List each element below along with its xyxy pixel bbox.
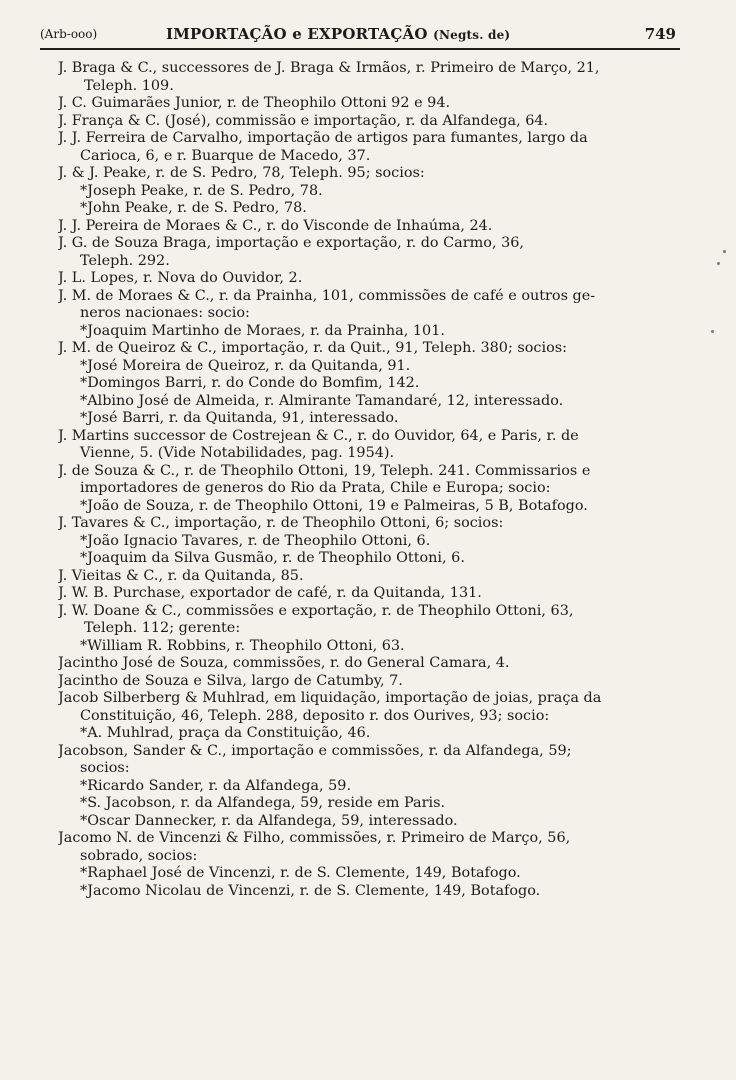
entry-line: J. G. de Souza Braga, importação e exportação, r. do Carmo, 36,	[58, 235, 524, 251]
header-title-main: IMPORTAÇÃO e EXPORTAÇÃO	[166, 25, 428, 43]
entry-continuation-line: Teleph. 112; gerente:	[84, 620, 241, 636]
entry-line: J. Tavares & C., importação, r. de Theophilo Ottoni, 6; socios:	[58, 515, 504, 531]
entry-continuation-line: *Domingos Barri, r. do Conde do Bomfim, 142.	[80, 375, 420, 391]
entry-line: J. & J. Peake, r. de S. Pedro, 78, Teleph. 95; socios:	[58, 165, 425, 181]
entry-line: Jacintho de Souza e Silva, largo de Catumby, 7.	[58, 672, 403, 689]
entry-continuation-line: *Raphael José de Vincenzi, r. de S. Clemente, 149, Botafogo.	[80, 865, 521, 881]
entry-line: J. C. Guimarães Junior, r. de Theophilo Ottoni 92 e 94.	[58, 95, 451, 111]
entry-line: J. França & C. (José), commissão e importação, r. da Alfandega, 64.	[58, 112, 549, 129]
entry-continuation-line: *A. Muhlrad, praça da Constituição, 46.	[80, 725, 371, 741]
entry-line: J. W. B. Purchase, exportador de café, r. da Quitanda, 131.	[58, 585, 482, 601]
entry-continuation-line: *José Barri, r. da Quitanda, 91, interessado.	[80, 410, 399, 426]
entry-continuation-line: *S. Jacobson, r. da Alfandega, 59, reside em Paris.	[80, 795, 446, 811]
entry-continuation-line: *Joaquim Martinho de Moraes, r. da Prainha, 101.	[80, 322, 445, 339]
entry-continuation-line: *João Ignacio Tavares, r. de Theophilo Ottoni, 6.	[80, 532, 431, 549]
entry-line: J. Braga & C., successores de J. Braga & Irmãos, r. Primeiro de Março, 21,	[58, 60, 600, 76]
entry-continuation-line: neros nacionaes: socio:	[80, 305, 250, 321]
header-range: (Arb-ooo)	[40, 27, 98, 41]
header-title-sub: (Negts. de)	[433, 28, 511, 42]
entry-line: Jacomo N. de Vincenzi & Filho, commissões, r. Primeiro de Março, 56,	[58, 830, 571, 846]
entry-line: J. Vieitas & C., r. da Quitanda, 85.	[58, 567, 304, 584]
entry-continuation-line: *Oscar Dannecker, r. da Alfandega, 59, interessado.	[80, 812, 458, 829]
page-header	[40, 24, 680, 50]
entry-line: J. J. Pereira de Moraes & C., r. do Visconde de Inhaúma, 24.	[58, 217, 493, 234]
entry-line: Jacob Silberberg & Muhlrad, em liquidação, importação de joias, praça da	[58, 690, 602, 706]
entry-line: J. L. Lopes, r. Nova do Ouvidor, 2.	[58, 270, 303, 286]
entry-continuation-line: *John Peake, r. de S. Pedro, 78.	[80, 200, 307, 216]
entry-continuation-line: sobrado, socios:	[80, 847, 198, 864]
entry-continuation-line: *Albino José de Almeida, r. Almirante Tamandaré, 12, interessado.	[80, 392, 564, 409]
margin-speck	[723, 250, 726, 253]
header-title	[166, 25, 510, 43]
entry-continuation-line: *Ricardo Sander, r. da Alfandega, 59.	[80, 777, 352, 794]
entry-continuation-line: *José Moreira de Queiroz, r. da Quitanda, 91.	[80, 357, 411, 374]
entry-continuation-line: *Joaquim da Silva Gusmão, r. de Theophilo Ottoni, 6.	[80, 550, 465, 566]
entry-line: J. M. de Moraes & C., r. da Prainha, 101, commissões de café e outros ge-	[58, 287, 596, 304]
entry-line: J. W. Doane & C., commissões e exportação, r. de Theophilo Ottoni, 63,	[58, 602, 574, 619]
margin-speck	[717, 262, 720, 265]
entry-continuation-line: Carioca, 6, e r. Buarque de Macedo, 37.	[80, 147, 371, 164]
entry-continuation-line: *João de Souza, r. de Theophilo Ottoni, 19 e Palmeiras, 5 B, Botafogo.	[80, 497, 588, 514]
entry-line: J. Martins successor de Costrejean & C., r. do Ouvidor, 64, e Paris, r. de	[58, 427, 579, 444]
entry-continuation-line: *Jacomo Nicolau de Vincenzi, r. de S. Clemente, 149, Botafogo.	[80, 882, 541, 899]
entry-line: J. M. de Queiroz & C., importação, r. da Quit., 91, Teleph. 380; socios:	[58, 340, 567, 356]
entry-continuation-line: Teleph. 109.	[84, 77, 174, 94]
entry-line: J. de Souza & C., r. de Theophilo Ottoni, 19, Teleph. 241. Commissarios e	[58, 462, 591, 479]
entry-continuation-line: importadores de generos do Rio da Prata, Chile e Europa; socio:	[80, 480, 551, 496]
entry-continuation-line: socios:	[80, 760, 130, 776]
entry-line: Jacintho José de Souza, commissões, r. do General Camara, 4.	[58, 655, 510, 671]
entry-line: Jacobson, Sander & C., importação e commissões, r. da Alfandega, 59;	[58, 742, 572, 759]
entry-continuation-line: *William R. Robbins, r. Theophilo Ottoni, 63.	[80, 637, 405, 654]
margin-speck	[711, 330, 714, 333]
entry-continuation-line: Teleph. 292.	[80, 252, 170, 269]
entry-continuation-line: Constituição, 46, Teleph. 288, deposito r. dos Ourives, 93; socio:	[80, 707, 550, 724]
entry-list	[58, 60, 686, 900]
entry-line: J. J. Ferreira de Carvalho, importação de artigos para fumantes, largo da	[58, 130, 588, 146]
entry-continuation-line: Vienne, 5. (Vide Notabilidades, pag. 1954).	[80, 445, 395, 461]
entry-continuation-line: *Joseph Peake, r. de S. Pedro, 78.	[80, 182, 323, 199]
page-number: 749	[644, 25, 676, 43]
